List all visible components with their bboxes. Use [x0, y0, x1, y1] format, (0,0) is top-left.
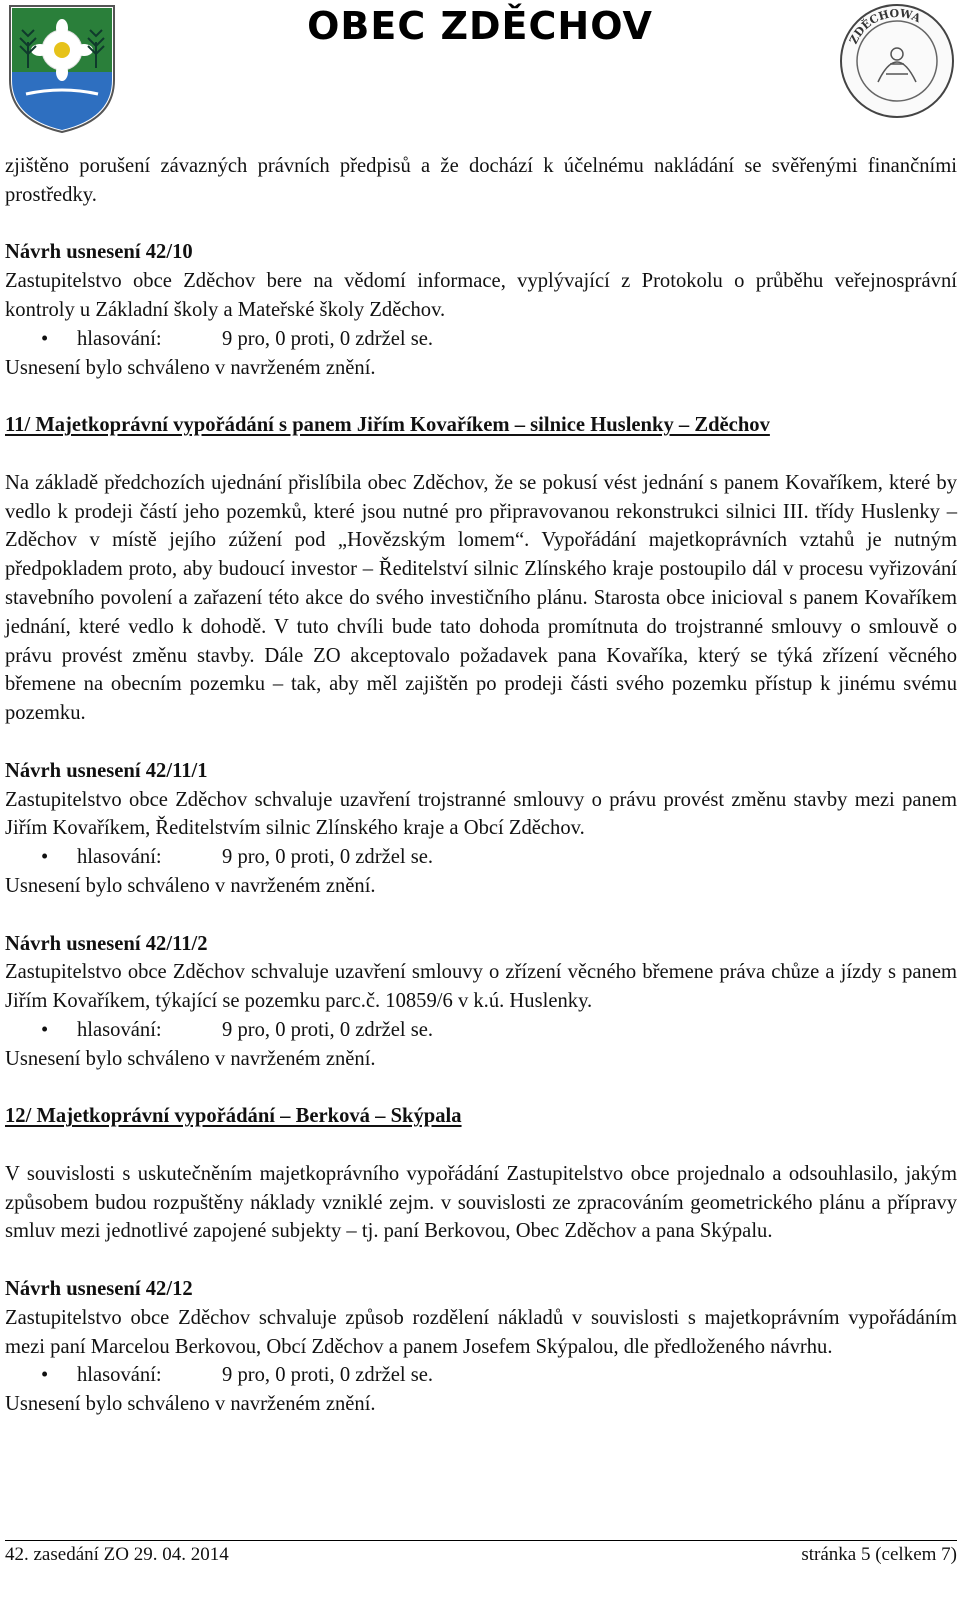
bullet-icon: • [41, 846, 49, 869]
bullet-icon: • [41, 1364, 49, 1387]
footer-page-number: stránka 5 (celkem 7) [801, 1544, 957, 1565]
paragraph-intro: zjištěno porušení závazných právních předpisů a že dochází k účelnému nakládání se svěřenými finančními prostředky. [5, 155, 957, 206]
section-text-12: V souvislosti s uskutečněním majetkoprávního vypořádání Zastupitelstvo obce projednalo a odsouhlasilo, jakým způsobem budou rozpuštěny náklady vzniklé zejm. v souvislosti ze zpracováním geometrického plánu a přípravy smluv mezi jednotlivé zapojené subjekty – tj. paní Berkovou, Obec Zděchov a pana Skýpalu. [5, 1162, 957, 1243]
approval-statement: Usnesení bylo schváleno v navrženém znění. [5, 356, 376, 379]
bullet-icon: • [41, 1018, 49, 1041]
footer-meeting-info: 42. zasedání ZO 29. 04. 2014 [5, 1544, 229, 1565]
document-body [5, 152, 957, 1419]
resolution-title-42-10: Návrh usnesení 42/10 [5, 241, 193, 264]
page-footer [5, 1540, 957, 1566]
page-title: OBEC ZDĚCHOV [307, 4, 653, 48]
bullet-icon: • [41, 327, 49, 350]
vote-item: • hlasování: 9 pro, 0 proti, 0 zdržel se. [5, 843, 957, 872]
vote-item: • hlasování: 9 pro, 0 proti, 0 zdržel se. [5, 1016, 957, 1045]
approval-statement: Usnesení bylo schváleno v navrženém znění. [5, 874, 376, 897]
section-heading-11: 11/ Majetkoprávní vypořádání s panem Jiřím Kovaříkem – silnice Huslenky – Zděchov [5, 414, 770, 437]
svg-text:ZDĚCHOWA: ZDĚCHOWA [846, 6, 923, 47]
section-heading-12: 12/ Majetkoprávní vypořádání – Berková – Skýpala [5, 1105, 462, 1128]
municipal-seal-stamp [838, 2, 956, 120]
resolution-title-42-11-2: Návrh usnesení 42/11/2 [5, 932, 208, 955]
vote-item: • hlasování: 9 pro, 0 proti, 0 zdržel se. [5, 325, 957, 354]
resolution-text-42-11-1: Zastupitelstvo obce Zděchov schvaluje uzavření trojstranné smlouvy o právu provést změnu stavby mezi panem Jiřím Kovaříkem, Ředitelstvím silnic Zlínského kraje a Obcí Zděchov. [5, 788, 957, 840]
page-header [0, 0, 960, 140]
resolution-text-42-12: Zastupitelstvo obce Zděchov schvaluje způsob rozdělení nákladů v souvislosti s majetkoprávním vypořádáním mezi paní Marcelou Berkovou, Obcí Zděchov a panem Josefem Skýpalou, dle předloženého návrhu. [5, 1306, 957, 1358]
resolution-text-42-11-2: Zastupitelstvo obce Zděchov schvaluje uzavření smlouvy o zřízení věcného břemene práva chůze a jízdy s panem Jiřím Kovaříkem, týkající se pozemku parc.č. 10859/6 v k.ú. Huslenky. [5, 961, 957, 1013]
vote-item: • hlasování: 9 pro, 0 proti, 0 zdržel se. [5, 1361, 957, 1390]
section-text-11: Na základě předchozích ujednání přislíbila obec Zděchov, že se pokusí vést jednání s panem Kovaříkem, které by vedlo k prodeji částí jeho pozemků, které jsou nutné pro připravovanou rekonstrukci silnici III. třídy Huslenky – Zděchov v místě jejího zúžení pod „Hovězským lomem“. Vypořádání majetkoprávních vztahů je nutným předpokladem proto, aby budoucí investor – Ředitelství silnic Zlínského kraje postoupilo dál v procesu vyřizování stavebního povolení a zařazení této akce do svého investičního plánu. Starosta obce inicioval s panem Kovaříkem jednání, které vedlo k dohodě. V tuto chvíli bude tato dohoda promítnuta do trojstranné smlouvy o smlouvě o právu provést změnu stavby. Dále ZO akceptovalo požadavek pana Kovaříka, který se týká zřízení věcného břemene na obecním pozemku – tak, aby měl zajištěn po prodeji části svého pozemku přístup k jinému svému pozemku. [5, 471, 957, 725]
resolution-title-42-11-1: Návrh usnesení 42/11/1 [5, 759, 208, 782]
resolution-title-42-12: Návrh usnesení 42/12 [5, 1278, 193, 1301]
approval-statement: Usnesení bylo schváleno v navrženém znění. [5, 1047, 376, 1070]
resolution-text-42-10: Zastupitelstvo obce Zděchov bere na vědomí informace, vyplývající z Protokolu o průběhu veřejnosprávní kontroly u Základní školy a Mateřské školy Zděchov. [5, 270, 957, 321]
approval-statement: Usnesení bylo schváleno v navrženém znění. [5, 1393, 376, 1416]
